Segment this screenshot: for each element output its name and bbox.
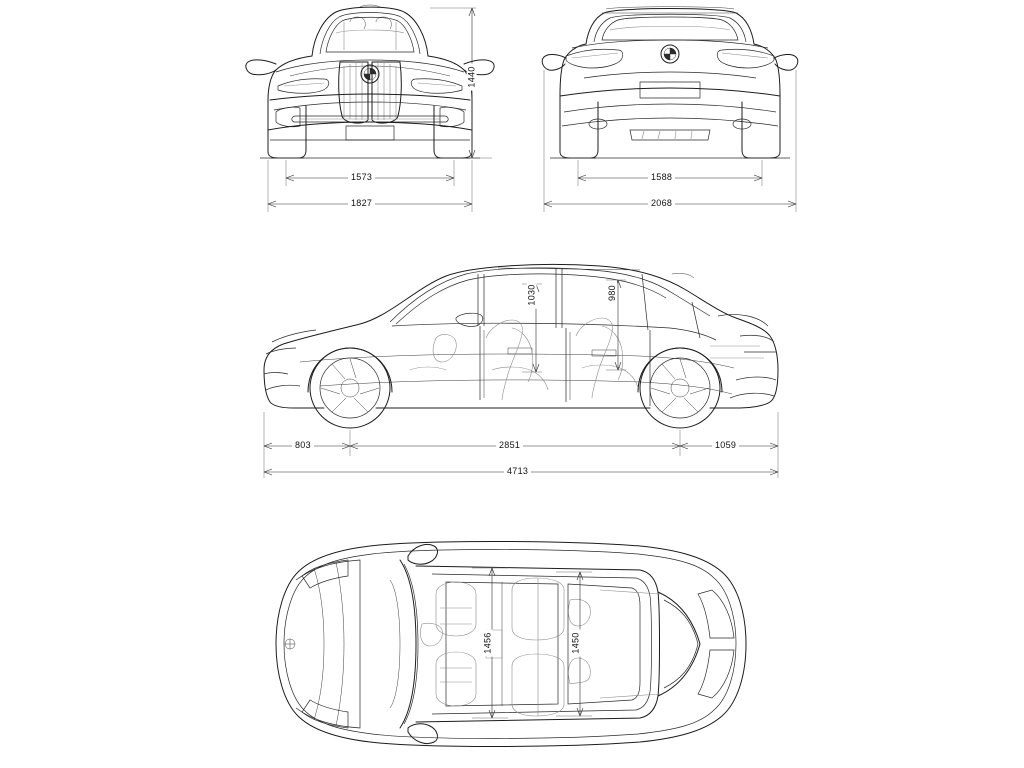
top-view xyxy=(240,520,780,768)
dim-overall-width: 1827 xyxy=(348,198,375,208)
dim-wheelbase: 2851 xyxy=(496,440,523,450)
front-view xyxy=(240,0,500,220)
dim-front-shoulder-room: 1456 xyxy=(483,629,493,656)
rear-body-outline xyxy=(542,7,798,158)
dim-width-with-mirrors: 2068 xyxy=(648,198,675,208)
dim-rear-shoulder-room: 1450 xyxy=(571,629,581,656)
rear-view xyxy=(540,0,800,220)
front-view-dimension-lines xyxy=(268,8,492,212)
side-view-drawing xyxy=(240,250,800,490)
dim-front-headroom: 1030 xyxy=(527,281,537,308)
rear-view-dimension-lines xyxy=(544,70,796,212)
dim-front-overhang: 803 xyxy=(292,440,314,450)
top-body-outline xyxy=(276,542,746,747)
dim-overall-length: 4713 xyxy=(504,466,531,476)
dim-front-track-width: 1573 xyxy=(348,172,375,182)
side-body-outline xyxy=(264,264,778,428)
dim-rear-overhang: 1059 xyxy=(712,440,739,450)
front-body-outline xyxy=(246,5,494,158)
dim-rear-track-width: 1588 xyxy=(648,172,675,182)
side-view xyxy=(240,250,800,490)
dim-rear-headroom: 980 xyxy=(607,282,617,304)
front-view-drawing xyxy=(240,0,500,220)
rear-view-drawing xyxy=(540,0,800,220)
dim-overall-height: 1440 xyxy=(467,63,477,90)
top-view-drawing xyxy=(240,520,780,768)
